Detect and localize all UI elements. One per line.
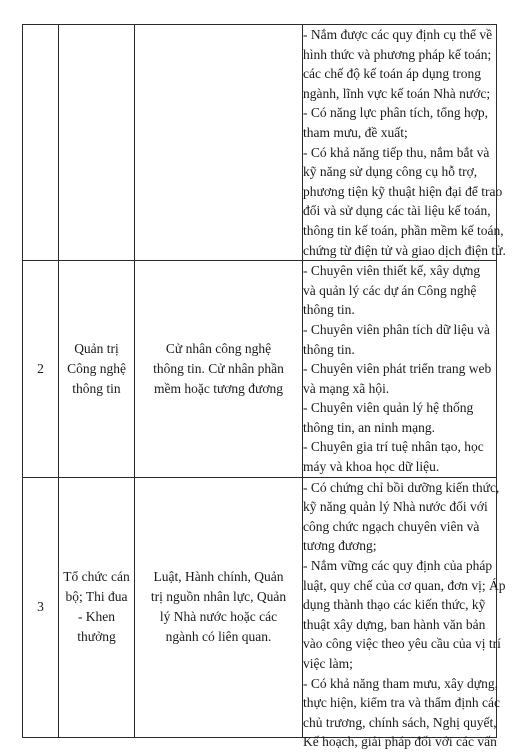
requirement-line: thông tin kế toán, phần mềm kế toán,	[303, 222, 504, 238]
requirement-line: và mạng xã hội.	[303, 380, 390, 396]
qualification-cell	[135, 261, 303, 478]
unit-line: Quản trị	[74, 340, 119, 356]
requirement-line: tham mưu, đề xuất;	[303, 124, 408, 140]
requirements-cell	[303, 261, 497, 478]
qualification-line: trị nguồn nhân lực, Quản	[150, 589, 287, 605]
table-row	[23, 25, 497, 261]
requirement-line: công chức ngạch chuyên viên và	[303, 518, 480, 534]
requirement-line: kỹ năng sử dụng công cụ hỗ trợ,	[303, 164, 478, 180]
qualification-line: mềm hoặc tương đương	[153, 380, 283, 396]
requirement-line: hình thức và phương pháp kế toán;	[303, 46, 492, 62]
unit-line: Công nghệ	[67, 360, 126, 376]
unit-line: - Khen	[77, 609, 116, 625]
qualification-cell	[135, 25, 303, 261]
requirement-line: thông tin, an ninh mạng.	[303, 419, 435, 435]
requirement-line: - Chuyên gia trí tuệ nhân tạo, học	[303, 439, 484, 455]
requirement-line: luật, quy chế của cơ quan, đơn vị; Áp	[303, 577, 506, 593]
requirement-line: các chế độ kế toán áp dụng trong	[303, 66, 482, 82]
table-row	[23, 261, 497, 478]
requirement-line: - Nắm được các quy định cụ thể về	[303, 27, 493, 42]
unit-line: bộ; Thi đua	[65, 589, 128, 605]
qualification-line: Luật, Hành chính, Quản	[153, 569, 284, 585]
requirement-line: - Có khả năng tham mưu, xây dựng,	[303, 675, 498, 691]
row-number-cell	[23, 25, 59, 261]
job-position-table	[22, 24, 506, 750]
requirement-line: thông tin.	[303, 341, 355, 357]
unit-cell	[59, 261, 135, 478]
qualification-line: Cử nhân công nghệ	[165, 340, 272, 356]
requirements-clip	[303, 478, 506, 750]
requirement-line: kỹ năng quản lý Nhà nước đối với	[303, 499, 488, 515]
table-row	[23, 477, 497, 737]
unit-cell	[59, 25, 135, 261]
qualification-line: thông tin. Cử nhân phần	[153, 360, 284, 376]
requirement-line: - Chuyên viên quản lý hệ thống	[303, 400, 474, 416]
qualification-line: ngành có liên quan.	[165, 629, 272, 645]
requirement-line: - Có chứng chỉ bồi dưỡng kiến thức,	[303, 479, 500, 495]
requirement-line: tương đương;	[303, 538, 377, 554]
requirements-cell	[303, 477, 506, 750]
requirements-cell	[303, 25, 506, 261]
row-number-cell: 3	[23, 477, 59, 737]
requirement-line: dụng thành thạo các kiến thức, kỹ	[303, 597, 486, 613]
requirement-line: - Nắm vững các quy định của pháp	[303, 558, 493, 574]
requirement-line: - Chuyên viên thiết kế, xây dựng	[303, 263, 481, 279]
unit-cell	[59, 477, 135, 737]
requirement-line: thực hiện, kiểm tra và thẩm định các	[303, 695, 500, 711]
unit-line: thưởng	[77, 629, 116, 645]
requirement-line: - Có năng lực phân tích, tổng hợp,	[303, 105, 489, 121]
requirement-line: và quản lý các dự án Công nghệ	[303, 282, 477, 298]
requirement-line: chủ trương, chính sách, Nghị quyết,	[303, 714, 497, 730]
requirement-line: vào công việc theo yêu cầu của vị trí	[303, 636, 501, 652]
requirement-line: chứng từ điện tử và giao dịch điện tử.	[303, 242, 506, 258]
row-number-cell: 2	[23, 261, 59, 478]
requirement-line: thuật xây dựng, ban hành văn bản	[303, 616, 486, 632]
qualification-cell	[135, 477, 303, 737]
unit-line: thông tin	[72, 380, 121, 396]
qualification-line: lý Nhà nước hoặc các	[159, 609, 278, 625]
requirement-line: - Chuyên viên phân tích dữ liệu và	[303, 321, 490, 337]
requirement-line: - Chuyên viên phát triển trang web	[303, 361, 492, 377]
requirement-line: việc làm;	[303, 656, 353, 671]
unit-line: Tổ chức cán	[63, 569, 130, 585]
requirement-line: - Có khả năng tiếp thu, nắm bắt và	[303, 144, 490, 160]
requirement-line: đổi và sử dụng các tài liệu kế toán,	[303, 203, 491, 219]
requirement-line: phương tiện kỹ thuật hiện đại để trao	[303, 183, 503, 199]
requirement-line: thông tin.	[303, 302, 355, 318]
requirement-line: máy và khoa học dữ liệu.	[303, 459, 440, 475]
requirement-line: ngành, lĩnh vực kế toán Nhà nước;	[303, 85, 491, 101]
requirement-line: Kế hoạch, giải pháp đối với các vấn	[303, 734, 497, 750]
